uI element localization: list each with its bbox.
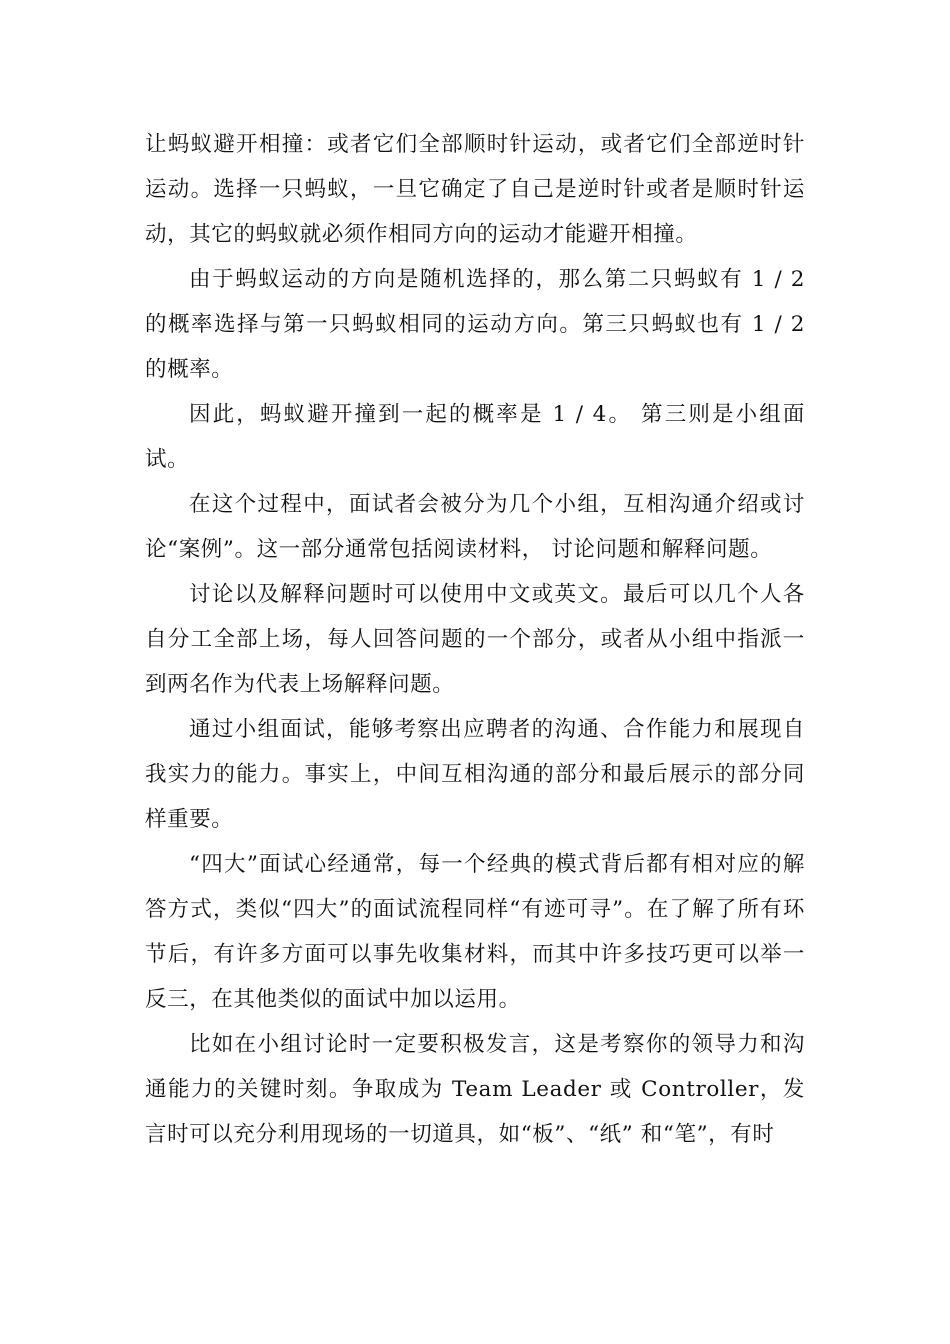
document-page <box>145 122 805 1157</box>
paragraph-7: “四大”面试心经通常，每一个经典的模式背后都有相对应的解答方式，类似“四大”的面试流程同样“有迹可寻”。在了解了所有环节后，有许多方面可以事先收集材料，而其中许多技巧更可以举一反三，在其他类似的面试中加以运用。 <box>145 852 805 1012</box>
paragraph-1: 让蚂蚁避开相撞：或者它们全部顺时针运动，或者它们全部逆时针运动。选择一只蚂蚁，一旦它确定了自己是逆时针或者是顺时针运动，其它的蚂蚁就必须作相同方向的运动才能避开相撞。 <box>145 132 805 247</box>
paragraph-6: 通过小组面试，能够考察出应聘者的沟通、合作能力和展现自我实力的能力。事实上，中间互相沟通的部分和最后展示的部分同样重要。 <box>145 717 805 832</box>
paragraph-3: 因此，蚂蚁避开撞到一起的概率是 1 / 4。 第三则是小组面试。 <box>145 402 805 472</box>
paragraph-2: 由于蚂蚁运动的方向是随机选择的，那么第二只蚂蚁有 1 / 2 的概率选择与第一只蚂蚁相同的运动方向。第三只蚂蚁也有 1 / 2 的概率。 <box>145 267 805 382</box>
paragraph-4: 在这个过程中，面试者会被分为几个小组，互相沟通介绍或讨论“案例”。这一部分通常包括阅读材料， 讨论问题和解释问题。 <box>145 492 805 562</box>
paragraph-5: 讨论以及解释问题时可以使用中文或英文。最后可以几个人各自分工全部上场，每人回答问题的一个部分，或者从小组中指派一到两名作为代表上场解释问题。 <box>145 582 805 697</box>
paragraph-8: 比如在小组讨论时一定要积极发言，这是考察你的领导力和沟通能力的关键时刻。争取成为 Team Leader 或 Controller，发言时可以充分利用现场的一切道具，如“板”、“纸” 和“笔”，有时 <box>145 1032 805 1147</box>
